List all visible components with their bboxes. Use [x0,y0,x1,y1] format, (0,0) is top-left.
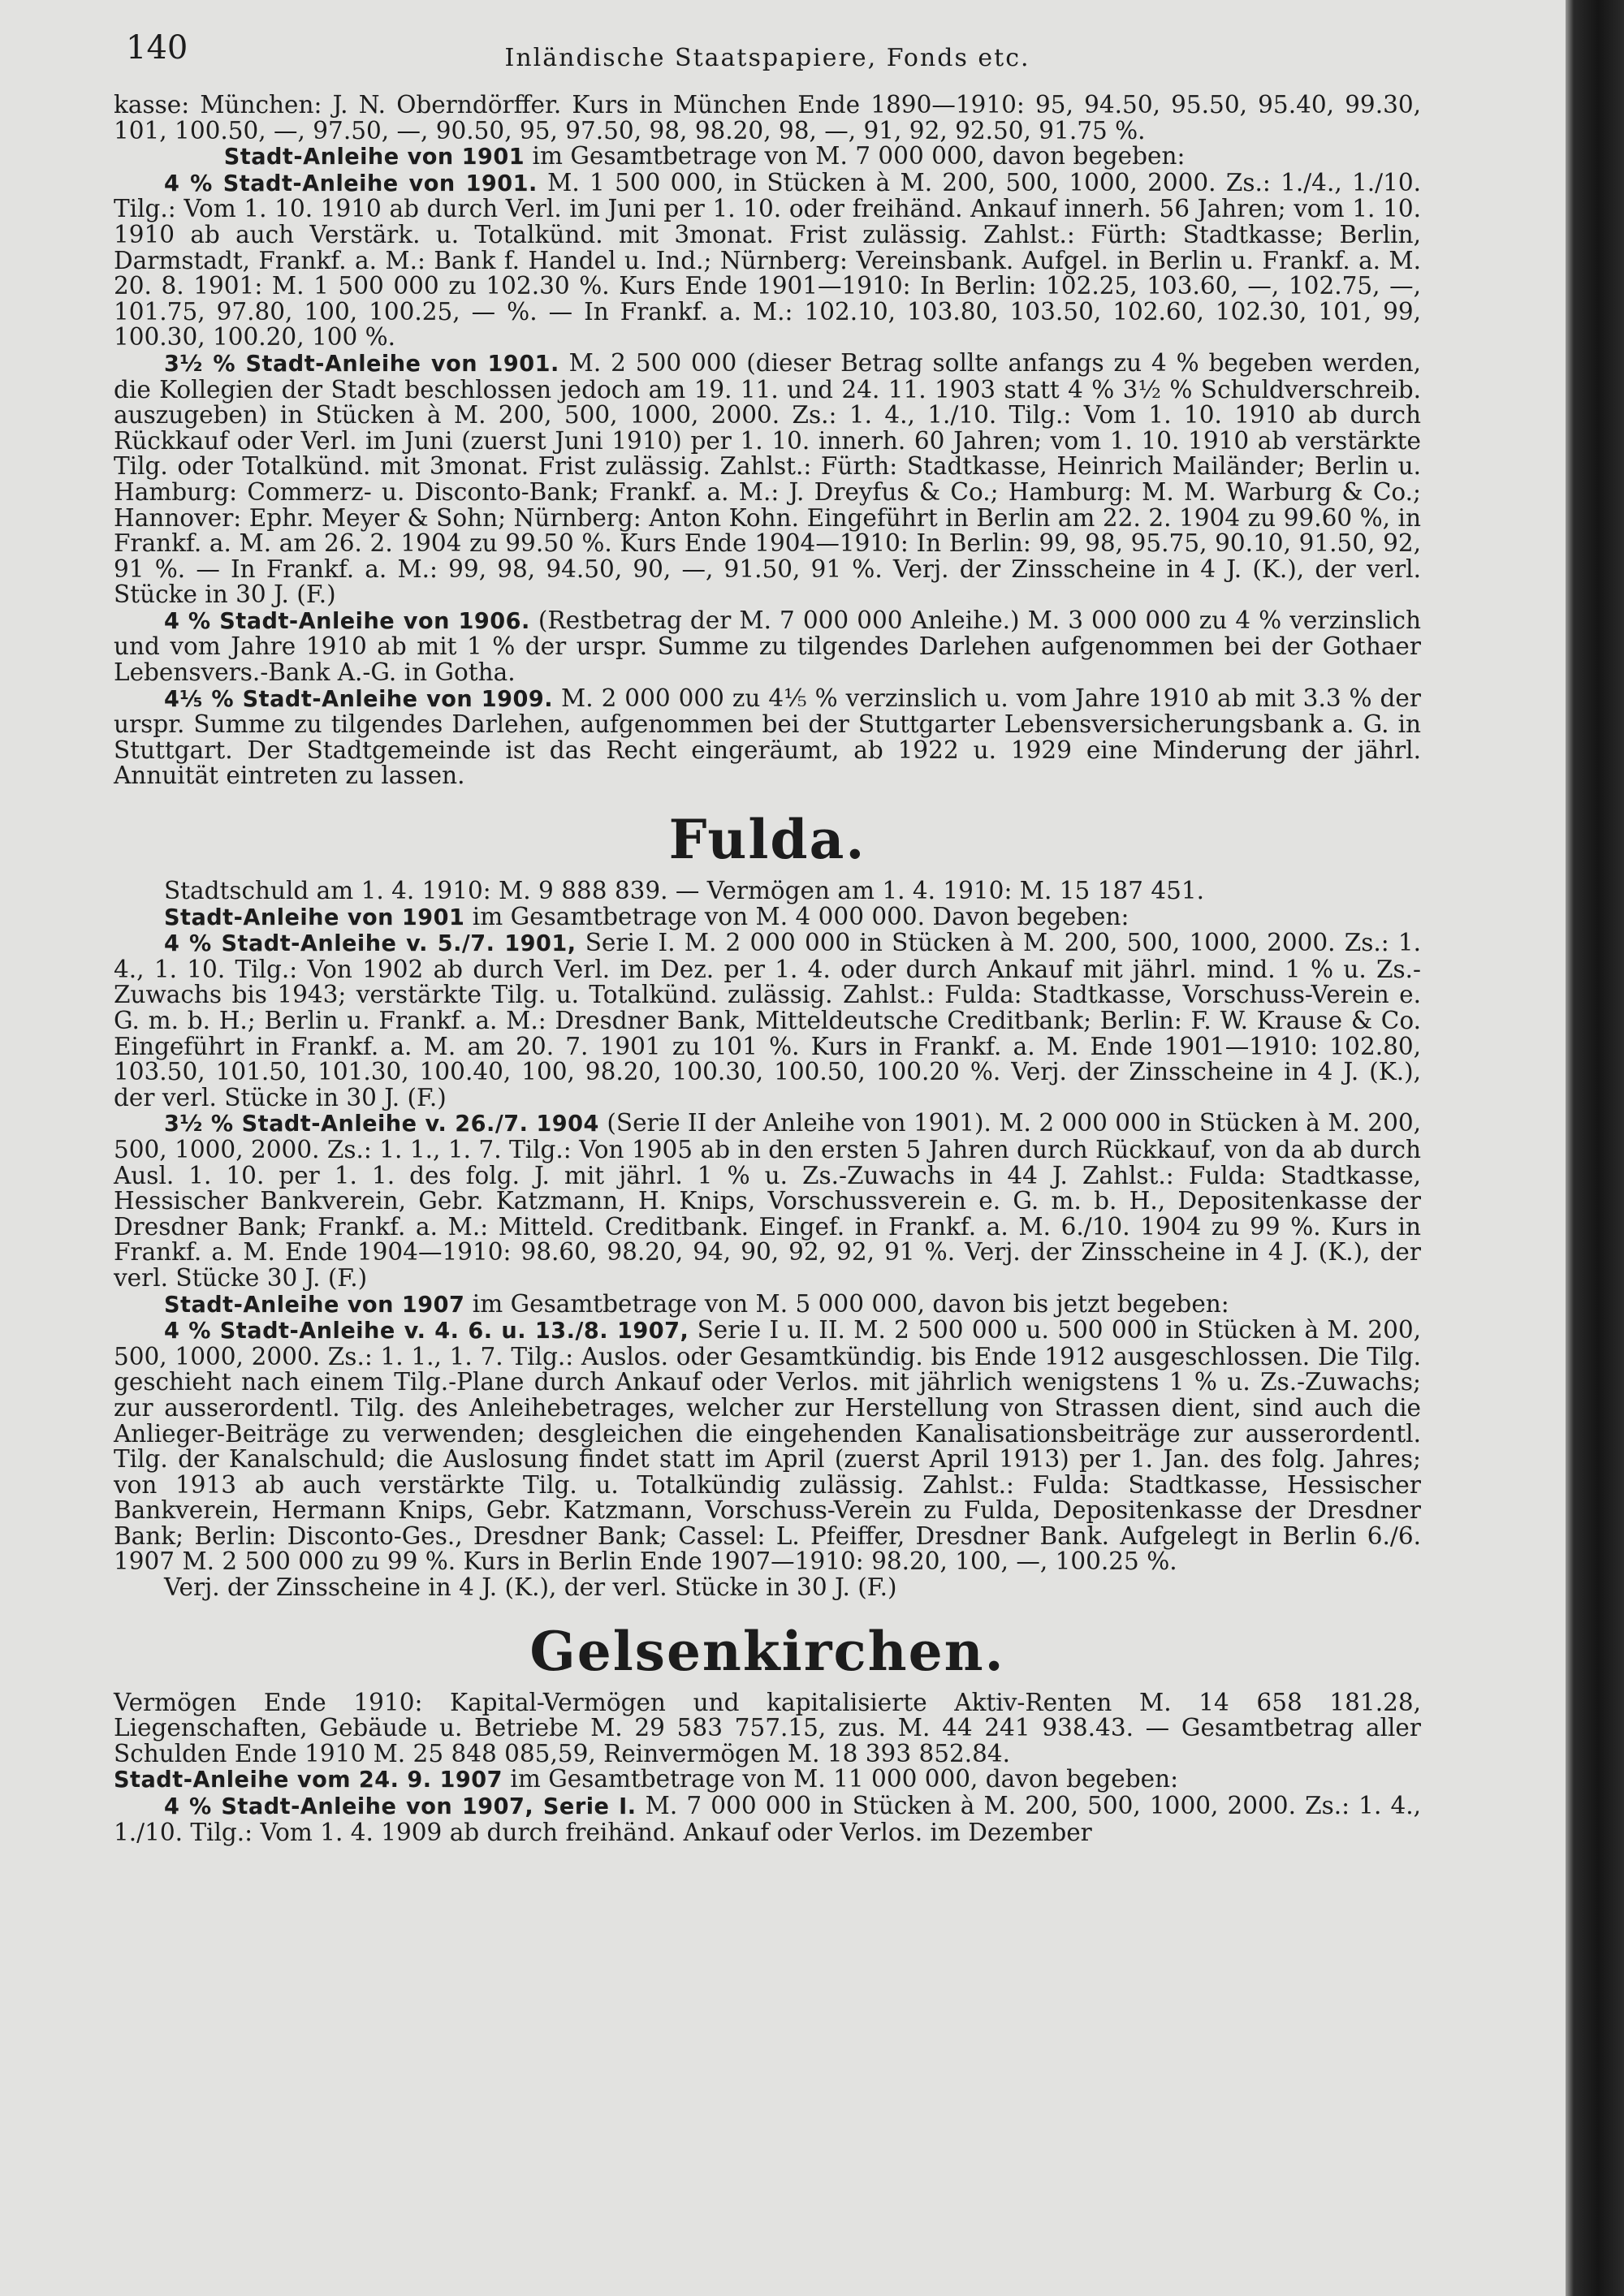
paragraph: 4 % Stadt-Anleihe von 1901. M. 1 500 000, in Stücken à M. 200, 500, 1000, 2000. Zs.: 1./4., 1./10. Tilg.: Vom 1. 10. 1910 ab durch Verl. im Juni per 1. 10. oder freihänd. Ankauf innerh. 56 Jahren; vom 1. 10. 1910 ab auch Verstärk. u. Totalkünd. mit 3monat. Frist zulässig. Zahlst.: Fürth: Stadtkasse; Berlin, Darmstadt, Frankf. a. M.: Bank f. Handel u. Ind.; Nürnberg: Vereinsbank. Aufgel. in Berlin u. Frankf. a. M. 20. 8. 1901: M. 1 500 000 zu 102.30 %. Kurs Ende 1901—1910: In Berlin: 102.25, 103.60, —, 102.75, —, 101.75, 97.80, 100, 100.25, — %. — In Frankf. a. M.: 102.10, 103.80, 103.50, 102.60, 102.30, 101, 99, 100.30, 100.20, 100 %. [114,168,1421,352]
paragraph: Stadt-Anleihe von 1907 im Gesamtbetrage von M. 5 000 000, davon bis jetzt begeben: [163,1289,1229,1318]
loan-title: 4 % Stadt-Anleihe von 1907, Serie I. [163,1794,637,1820]
document-page [114,29,1421,1846]
loan-title: Stadt-Anleihe von 1907 [163,1292,465,1318]
loan-title: 4 % Stadt-Anleihe v. 5./7. 1901, [163,931,577,957]
section-fulda [114,807,1421,1601]
city-heading: Fulda. [668,808,866,872]
paragraph: 4⅕ % Stadt-Anleihe von 1909. M. 2 000 000 zu 4⅕ % verzinslich u. vom Jahre 1910 ab mit 3.3 % der urspr. Summe zu tilgendes Darlehen, aufgenommen bei der Stuttgarter Lebensversicherungsbank a. G. in Stuttgart. Der Stadtgemeinde ist das Recht eingeräumt, ab 1922 u. 1929 eine Minderung der jährl. Annuität eintreten zu lassen. [114,684,1421,790]
paragraph: Stadt-Anleihe von 1901 im Gesamtbetrage von M. 4 000 000. Davon begeben: [163,902,1129,930]
running-title: Inländische Staatspapiere, Fonds etc. [504,44,1030,72]
paragraph: Stadt-Anleihe von 1901 im Gesamtbetrage von M. 7 000 000, davon begeben: [223,142,1186,170]
section-continuation [114,93,1421,789]
paragraph: 4 % Stadt-Anleihe v. 4. 6. u. 13./8. 1907, Serie I u. II. M. 2 500 000 u. 500 000 in Stücken à M. 200, 500, 1000, 2000. Zs.: 1. 1., 1. 7. Tilg.: Auslos. oder Gesamtkündig. bis Ende 1912 ausgeschlossen. Die Tilg. geschieht nach einem Tilg.-Plane durch Ankauf oder Verlos. mit jährlich wenigstens 1 % u. Zs.-Zuwachs; zur ausserordentl. Tilg. des Anleihebetrages, welcher zur Herstellung von Strassen dient, sind auch die Anlieger-Beiträge zu verwenden; desgleichen die eingehenden Kanalisationsbeiträge zur ausserordentl. Tilg. der Kanalschuld; die Auslosung findet statt im April (zuerst April 1913) per 1. Jan. des folg. Jahres; von 1913 ab auch verstärkte Tilg. u. Totalkündig zulässig. Zahlst.: Fulda: Stadtkasse, Hessischer Bankverein, Hermann Knips, Gebr. Katzmann, Vorschuss-Verein zu Fulda, Depositenkasse der Dresdner Bank; Berlin: Disconto-Ges., Dresdner Bank; Cassel: L. Pfeiffer, Dresdner Bank. Aufgelegt in Berlin 6./6. 1907 M. 2 500 000 zu 99 %. Kurs in Berlin Ende 1907—1910: 98.20, 100, —, 100.25 %. [114,1316,1421,1576]
city-heading: Gelsenkirchen. [529,1619,1005,1683]
page-header [114,29,1421,89]
paragraph: Vermögen Ende 1910: Kapital-Vermögen und kapitalisierte Aktiv-Renten M. 14 658 181.28, Liegenschaften, Gebäude u. Betriebe M. 29 583 757.15, zus. M. 44 241 938.43. — Gesamtbetrag aller Schulden Ende 1910 M. 25 848 085,59, Reinvermögen M. 18 393 852.84. [114,1688,1421,1767]
scan-page-edge [1566,0,1624,2296]
paragraph: 4 % Stadt-Anleihe von 1906. (Restbetrag der M. 7 000 000 Anleihe.) M. 3 000 000 zu 4 % verzinslich und vom Jahre 1910 ab mit 1 % der urspr. Summe zu tilgendes Darlehen aufgenommen bei der Gothaer Lebensvers.-Bank A.-G. in Gotha. [114,606,1421,687]
paragraph: kasse: München: J. N. Oberndörffer. Kurs in München Ende 1890—1910: 95, 94.50, 95.50, 95.40, 99.30, 101, 100.50, —, 97.50, —, 90.50, 95, 97.50, 98, 98.20, 98, —, 91, 92, 92.50, 91.75 %. [114,91,1421,145]
section-gelsenkirchen [114,1619,1421,1846]
paragraph: 3½ % Stadt-Anleihe von 1901. M. 2 500 000 (dieser Betrag sollte anfangs zu 4 % begeben werden, die Kollegien der Stadt beschlossen jedoch am 19. 11. und 24. 11. 1903 statt 4 % 3½ % Schuldverschreib. auszugeben) in Stücken à M. 200, 500, 1000, 2000. Zs.: 1. 4., 1./10. Tilg.: Vom 1. 10. 1910 ab durch Rückkauf oder Verl. im Juni (zuerst Juni 1910) per 1. 10. innerh. 60 Jahren; vom 1. 10. 1910 ab verstärkte Tilg. oder Totalkünd. mit 3monat. Frist zulässig. Zahlst.: Fürth: Stadtkasse, Heinrich Mailänder; Berlin u. Hamburg: Commerz- u. Disconto-Bank; Frankf. a. M.: J. Dreyfus & Co.; Hamburg: M. M. Warburg & Co.; Hannover: Ephr. Meyer & Sohn; Nürnberg: Anton Kohn. Eingeführt in Berlin am 22. 2. 1904 zu 99.60 %, in Frankf. a. M. am 26. 2. 1904 zu 99.50 %. Kurs Ende 1904—1910: In Berlin: 99, 98, 95.75, 90.10, 91.50, 92, 91 %. — In Frankf. a. M.: 99, 98, 94.50, 90, —, 91.50, 91 %. Verj. der Zinsscheine in 4 J. (K.), der verl. Stücke in 30 J. (F.) [114,348,1421,609]
paragraph: Stadt-Anleihe vom 24. 9. 1907 im Gesamtbetrage von M. 11 000 000, davon begeben: [114,1765,1179,1793]
loan-title: 3½ % Stadt-Anleihe von 1901. [163,351,559,377]
loan-title: 3½ % Stadt-Anleihe v. 26./7. 1904 [163,1111,599,1137]
paragraph: 4 % Stadt-Anleihe von 1907, Serie I. M. 7 000 000 in Stücken à M. 200, 500, 1000, 2000. Zs.: 1. 4., 1./10. Tilg.: Vom 1. 4. 1909 ab durch freihänd. Ankauf oder Verlos. im Dezember [114,1792,1421,1846]
loan-title: 4 % Stadt-Anleihe von 1901. [163,170,538,196]
loan-title: Stadt-Anleihe von 1901 [223,145,525,170]
paragraph: 4 % Stadt-Anleihe v. 5./7. 1901, Serie I. M. 2 000 000 in Stücken à M. 200, 500, 1000, 2000. Zs.: 1. 4., 1. 10. Tilg.: Von 1902 ab durch Verl. im Dez. per 1. 4. oder durch Ankauf mit jährl. mind. 1 % u. Zs.-Zuwachs bis 1943; verstärkte Tilg. u. Totalkünd. zulässig. Zahlst.: Fulda: Stadtkasse, Vorschuss-Verein e. G. m. b. H.; Berlin u. Frankf. a. M.: Dresdner Bank, Mitteldeutsche Creditbank; Berlin: F. W. Krause & Co. Eingeführt in Frankf. a. M. am 20. 7. 1901 zu 101 %. Kurs in Frankf. a. M. Ende 1901—1910: 102.80, 103.50, 101.50, 101.30, 100.40, 100, 98.20, 100.30, 100.50, 100.20 %. Verj. der Zinsscheine in 4 J. (K.), der verl. Stücke in 30 J. (F.) [114,929,1421,1111]
paragraph: 3½ % Stadt-Anleihe v. 26./7. 1904 (Serie II der Anleihe von 1901). M. 2 000 000 in Stücken à M. 200, 500, 1000, 2000. Zs.: 1. 1., 1. 7. Tilg.: Von 1905 ab in den ersten 5 Jahren durch Rückkauf, von da ab durch Ausl. 1. 10. per 1. 1. des folg. J. mit jährl. 1 % u. Zs.-Zuwachs in 44 J. Zahlst.: Fulda: Stadtkasse, Hessischer Bankverein, Gebr. Katzmann, H. Knips, Vorschussverein e. G. m. b. H., Depositenkasse der Dresdner Bank; Frankf. a. M.: Mitteld. Creditbank. Eingef. in Frankf. a. M. 6./10. 1904 zu 99 %. Kurs in Frankf. a. M. Ende 1904—1910: 98.60, 98.20, 94, 90, 92, 92, 91 %. Verj. der Zinsscheine in 4 J. (K.), der verl. Stücke 30 J. (F.) [114,1109,1421,1292]
loan-title: Stadt-Anleihe vom 24. 9. 1907 [114,1767,503,1793]
paragraph: Verj. der Zinsscheine in 4 J. (K.), der verl. Stücke in 30 J. (F.) [163,1573,897,1602]
page-number: 140 [126,29,188,67]
loan-title: 4 % Stadt-Anleihe v. 4. 6. u. 13./8. 1907, [163,1318,689,1344]
loan-title: Stadt-Anleihe von 1901 [163,904,465,930]
loan-title: 4⅕ % Stadt-Anleihe von 1909. [163,686,554,712]
loan-title: 4 % Stadt-Anleihe von 1906. [163,608,530,634]
paragraph: Stadtschuld am 1. 4. 1910: M. 9 888 839. — Vermögen am 1. 4. 1910: M. 15 187 451. [163,877,1205,905]
